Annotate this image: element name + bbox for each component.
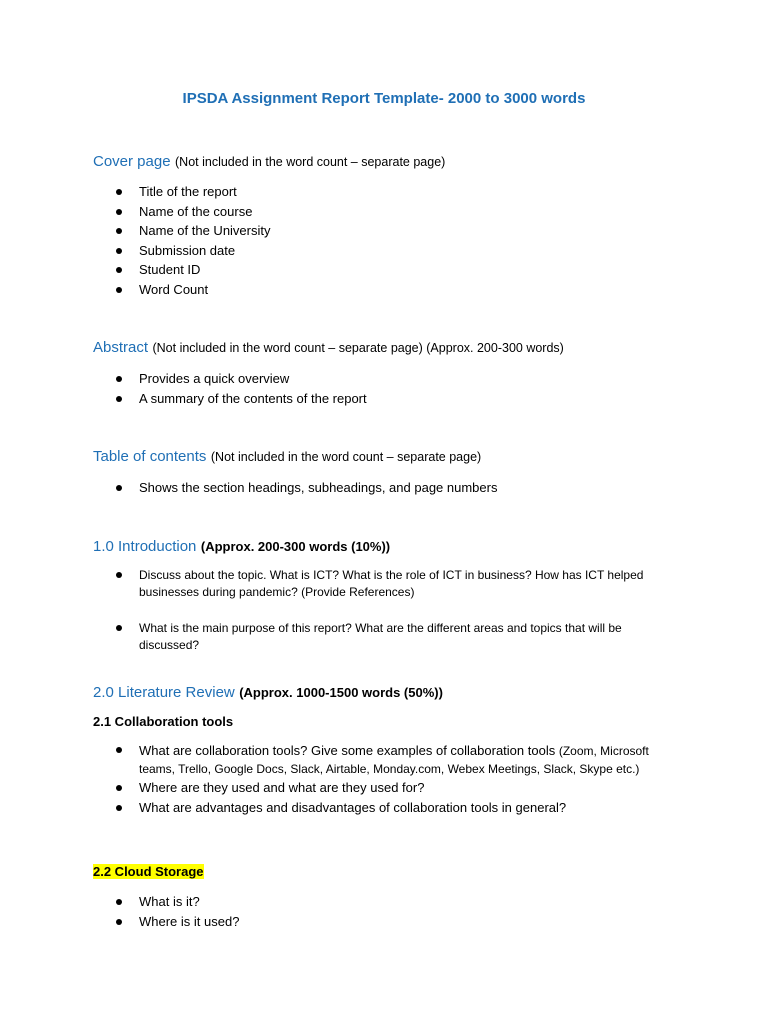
cloud-storage-list [114, 892, 684, 931]
bullet-icon [116, 189, 122, 195]
list-item: What is it? [114, 892, 684, 912]
list-item: Submission date [114, 241, 684, 261]
toc-title: Table of contents [93, 448, 207, 465]
literature-review-heading [93, 684, 443, 702]
bullet-icon [116, 572, 122, 578]
abstract-note: (Not included in the word count – separate page) (Approx. 200-300 words) [152, 341, 564, 355]
list-item: Name of the University [114, 221, 684, 241]
bullet-icon [116, 248, 122, 254]
abstract-heading [93, 339, 564, 357]
document-title: IPSDA Assignment Report Template- 2000 to 3000 words [182, 90, 586, 107]
toc-note: (Not included in the word count – separate page) [210, 450, 482, 464]
cover-page-title: Cover page [93, 153, 171, 170]
list-item: What are collaboration tools? Give some examples of collaboration tools (Zoom, Microsoft teams, Trello, Google Docs, Slack, Airtable, Monday.com, Webex Meetings, Slack, Skype etc.) [114, 742, 684, 778]
list-item: A summary of the contents of the report [114, 389, 684, 409]
list-item: Name of the course [114, 202, 684, 222]
introduction-heading [93, 538, 390, 556]
list-item: What are advantages and disadvantages of collaboration tools in general? [114, 798, 684, 818]
cover-page-note: (Not included in the word count – separate page) [175, 155, 446, 169]
introduction-note: (Approx. 200-300 words (10%)) [200, 539, 391, 554]
abstract-list [114, 369, 684, 408]
bullet-icon [116, 209, 122, 215]
list-item: Shows the section headings, subheadings, and page numbers [114, 478, 684, 498]
cover-page-list [114, 182, 684, 299]
bullet-icon [116, 267, 122, 273]
bullet-icon [116, 287, 122, 293]
bullet-icon [116, 228, 122, 234]
list-item: Where are they used and what are they used for? [114, 778, 684, 798]
bullet-icon [116, 396, 122, 402]
literature-review-title: 2.0 Literature Review [93, 684, 235, 701]
toc-heading [93, 448, 481, 466]
list-item: Word Count [114, 280, 684, 300]
list-item: Provides a quick overview [114, 369, 684, 389]
introduction-title: 1.0 Introduction [93, 538, 197, 555]
list-item: Where is it used? [114, 912, 684, 932]
highlighted-text: 2.2 Cloud Storage [93, 864, 204, 879]
bullet-icon [116, 785, 122, 791]
toc-list [114, 478, 684, 498]
list-item: Student ID [114, 260, 684, 280]
bullet-icon [116, 625, 122, 631]
bullet-icon [116, 899, 122, 905]
list-item: Discuss about the topic. What is ICT? What is the role of ICT in business? How has ICT helped businesses during pandemic? (Provide References) [114, 567, 684, 601]
collaboration-tools-heading: 2.1 Collaboration tools [93, 714, 234, 729]
bullet-icon [116, 919, 122, 925]
bullet-icon [116, 376, 122, 382]
cloud-storage-heading [93, 864, 204, 879]
bullet-icon [116, 805, 122, 811]
abstract-title: Abstract [93, 339, 149, 356]
bullet-icon [116, 485, 122, 491]
collaboration-tools-list [114, 742, 684, 817]
bullet-icon [116, 747, 122, 753]
list-item: What is the main purpose of this report? What are the different areas and topics that will be discussed? [114, 620, 684, 654]
literature-review-note: (Approx. 1000-1500 words (50%)) [239, 685, 443, 700]
cover-page-heading [93, 153, 445, 171]
introduction-list [114, 567, 684, 654]
list-item: Title of the report [114, 182, 684, 202]
